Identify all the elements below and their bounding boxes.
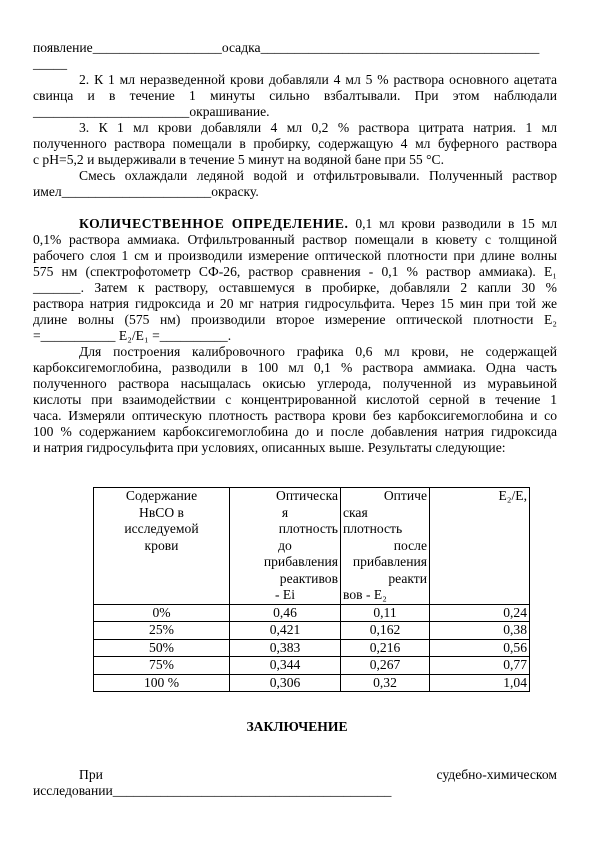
- quant-line-8: =___________ E₂/E₁ =__________.: [33, 328, 232, 343]
- quant-line-7: длине волны (575 нм) производили второе измерение оптической плотности E₂: [33, 312, 557, 327]
- conclusion-line-2: исследовании_________________________________________: [33, 783, 392, 798]
- calib-line-7: и натрия гидросульфита при условиях, описанных выше. Результаты следующие:: [33, 440, 506, 455]
- quant-line-2: 0,1% раствора аммиака. Отфильтрованный раствор помещали в кювету с толщиной: [33, 232, 557, 247]
- line-sediment: появление___________________осадка_________________________________________: [33, 40, 540, 55]
- table-row: 0% 0,46 0,11 0,24: [94, 604, 530, 622]
- quant-line-6: раствора натрия гидроксида и 20 мг натрия гидросульфита. Через 15 мин при той же: [33, 296, 557, 311]
- para-2-line-2: свинца и в течение 1 минуты сильно взбалтывали. При этом наблюдали: [33, 88, 557, 103]
- para-2-line-3: _______________________окрашивание.: [33, 104, 270, 119]
- quant-line-1-text: 0,1 мл крови разводили в 15 мл: [355, 216, 557, 231]
- conclusion-line-1-start: При: [79, 767, 103, 782]
- para-2-line-1: 2. К 1 мл неразведенной крови добавляли 4 мл 5 % раствора основного ацетата: [79, 72, 557, 87]
- calib-line-2: карбоксигемоглобина, разводили в 100 мл 0,1 % раствора аммиака. Одна часть: [33, 360, 557, 375]
- para-4-line-2: имел______________________окраску.: [33, 184, 259, 199]
- table-row: 100 % 0,306 0,32 1,04: [94, 674, 530, 692]
- table-row: 25% 0,421 0,162 0,38: [94, 622, 530, 640]
- header-e1: Оптическа я плотность до прибавления реактивов - Ei: [230, 488, 341, 605]
- conclusion-heading: ЗАКЛЮЧЕНИЕ: [246, 719, 348, 734]
- header-e2: Оптиче ская плотность после прибавления реакти вов - E₂: [341, 488, 430, 605]
- quant-line-3: рабочего слоя 1 см и производили измерение оптической плотности при длине волны: [33, 248, 557, 263]
- header-hbco: Содержание НвСО в исследуемой крови: [94, 488, 230, 605]
- calib-line-1: Для построения калибровочного графика 0,6 мл крови, не содержащей: [79, 344, 557, 359]
- conclusion-line-1-end: судебно-химическом: [436, 767, 557, 782]
- quant-line-1: [79, 216, 557, 232]
- table-header-row: [94, 488, 530, 605]
- quant-line-4: 575 нм (спектрофотометр СФ-26, раствор сравнения - 0,1 % раствор аммиака). E₁: [33, 264, 557, 279]
- line-blank: _____: [33, 56, 67, 71]
- table-row: 75% 0,344 0,267 0,77: [94, 657, 530, 675]
- calib-line-3: полученного раствора насыщалась окисью углерода, полученной из муравьиной: [33, 376, 557, 391]
- para-3-line-3: с рН=5,2 и выдерживали в течение 5 минут на водяной бане при 55 °С.: [33, 152, 445, 167]
- para-3-line-1: 3. К 1 мл крови добавляли 4 мл 0,2 % раствора цитрата натрия. 1 мл: [79, 120, 557, 135]
- table-row: 50% 0,383 0,216 0,56: [94, 639, 530, 657]
- calib-line-6: 100 % содержанием карбоксигемоглобина до и после добавления натрия гидроксида: [33, 424, 557, 439]
- results-table: [93, 487, 530, 692]
- header-ratio: E₂/E,: [430, 488, 530, 605]
- para-3-line-2: полученного раствора помещали в пробирку, содержащую 4 мл буферного раствора: [33, 136, 557, 151]
- calib-line-5: часа. Измеряли оптическую плотность раствора крови без карбоксигемоглобина и со: [33, 408, 557, 423]
- para-4-line-1: Смесь охлаждали ледяной водой и отфильтровывали. Полученный раствор: [79, 168, 557, 183]
- calib-line-4: кислоты при взаимодействии с концентрированной кислотой серной в течение 1: [33, 392, 557, 407]
- section-heading-quant: КОЛИЧЕСТВЕННОЕ ОПРЕДЕЛЕНИЕ.: [79, 216, 349, 231]
- quant-line-5: _______. Затем к раствору, оставшемуся в пробирке, добавляли 2 капли 30 %: [33, 280, 557, 295]
